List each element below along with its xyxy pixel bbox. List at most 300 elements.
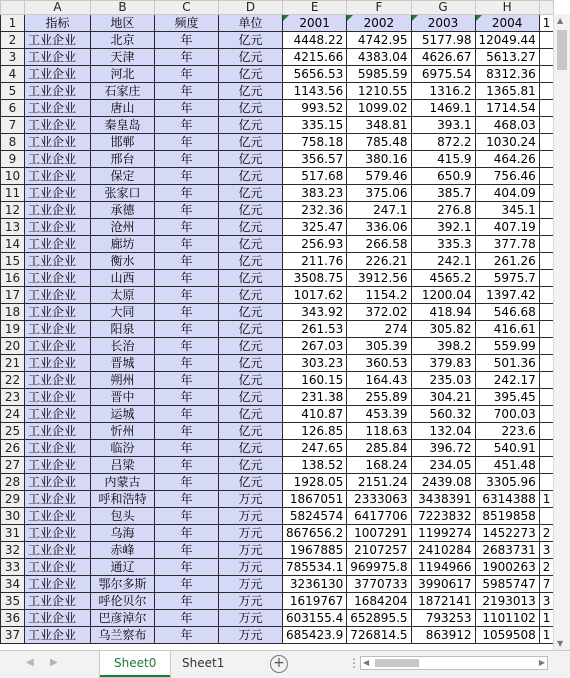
row-header[interactable]: 32 (1, 542, 25, 559)
value-cell[interactable]: 1194966 (411, 559, 475, 576)
frequency-cell[interactable]: 年 (155, 491, 219, 508)
indicator-cell[interactable]: 工业企业 (25, 610, 91, 627)
value-cell[interactable]: 242.17 (475, 372, 539, 389)
edge-cell[interactable] (539, 474, 554, 491)
frequency-cell[interactable]: 年 (155, 253, 219, 270)
value-cell[interactable]: 418.94 (411, 304, 475, 321)
frequency-cell[interactable]: 年 (155, 457, 219, 474)
value-cell[interactable]: 5656.53 (283, 66, 347, 83)
region-cell[interactable]: 河北 (91, 66, 155, 83)
value-cell[interactable]: 231.38 (283, 389, 347, 406)
indicator-cell[interactable]: 工业企业 (25, 440, 91, 457)
row-header[interactable]: 5 (1, 83, 25, 100)
unit-cell[interactable]: 亿元 (219, 372, 283, 389)
edge-cell[interactable]: 3 (539, 593, 554, 610)
horizontal-scrollbar[interactable] (360, 656, 548, 670)
value-cell[interactable]: 345.1 (475, 202, 539, 219)
row-header[interactable]: 37 (1, 627, 25, 644)
value-cell[interactable]: 650.9 (411, 168, 475, 185)
row-header[interactable]: 36 (1, 610, 25, 627)
value-cell[interactable]: 451.48 (475, 457, 539, 474)
region-cell[interactable]: 保定 (91, 168, 155, 185)
value-cell[interactable]: 266.58 (347, 236, 411, 253)
edge-cell[interactable] (539, 253, 554, 270)
value-cell[interactable]: 5985747 (475, 576, 539, 593)
value-cell[interactable]: 603155.4 (283, 610, 347, 627)
value-cell[interactable]: 1101102 (475, 610, 539, 627)
frequency-cell[interactable]: 年 (155, 134, 219, 151)
value-cell[interactable]: 126.85 (283, 423, 347, 440)
indicator-cell[interactable]: 工业企业 (25, 83, 91, 100)
value-cell[interactable]: 234.05 (411, 457, 475, 474)
edge-cell[interactable] (539, 168, 554, 185)
indicator-cell[interactable]: 工业企业 (25, 219, 91, 236)
frequency-cell[interactable]: 年 (155, 151, 219, 168)
value-cell[interactable]: 560.32 (411, 406, 475, 423)
value-cell[interactable]: 285.84 (347, 440, 411, 457)
header-cell[interactable]: 单位 (219, 15, 283, 32)
unit-cell[interactable]: 万元 (219, 576, 283, 593)
region-cell[interactable]: 呼伦贝尔 (91, 593, 155, 610)
frequency-cell[interactable]: 年 (155, 219, 219, 236)
indicator-cell[interactable]: 工业企业 (25, 627, 91, 644)
value-cell[interactable]: 168.24 (347, 457, 411, 474)
region-cell[interactable]: 运城 (91, 406, 155, 423)
indicator-cell[interactable]: 工业企业 (25, 117, 91, 134)
row-header[interactable]: 6 (1, 100, 25, 117)
edge-cell[interactable]: 1 (539, 15, 554, 32)
unit-cell[interactable]: 亿元 (219, 117, 283, 134)
edge-cell[interactable] (539, 185, 554, 202)
row-header[interactable]: 19 (1, 321, 25, 338)
vertical-scrollbar[interactable] (553, 14, 570, 650)
indicator-cell[interactable]: 工业企业 (25, 185, 91, 202)
value-cell[interactable]: 546.68 (475, 304, 539, 321)
indicator-cell[interactable]: 工业企业 (25, 525, 91, 542)
edge-cell[interactable]: 2 (539, 525, 554, 542)
row-header[interactable]: 3 (1, 49, 25, 66)
row-header[interactable]: 28 (1, 474, 25, 491)
value-cell[interactable]: 6417706 (347, 508, 411, 525)
value-cell[interactable]: 223.6 (475, 423, 539, 440)
column-header-c[interactable]: C (155, 1, 219, 15)
value-cell[interactable]: 4742.95 (347, 32, 411, 49)
value-cell[interactable]: 261.53 (283, 321, 347, 338)
row-header[interactable]: 33 (1, 559, 25, 576)
unit-cell[interactable]: 亿元 (219, 134, 283, 151)
value-cell[interactable]: 464.26 (475, 151, 539, 168)
value-cell[interactable]: 1030.24 (475, 134, 539, 151)
value-cell[interactable]: 872.2 (411, 134, 475, 151)
column-header-b[interactable]: B (91, 1, 155, 15)
edge-cell[interactable] (539, 423, 554, 440)
indicator-cell[interactable]: 工业企业 (25, 576, 91, 593)
row-header[interactable]: 13 (1, 219, 25, 236)
unit-cell[interactable]: 亿元 (219, 474, 283, 491)
unit-cell[interactable]: 亿元 (219, 168, 283, 185)
row-header[interactable]: 18 (1, 304, 25, 321)
row-header[interactable]: 15 (1, 253, 25, 270)
edge-cell[interactable]: 1 (539, 627, 554, 644)
next-sheet-icon[interactable]: ▶ (50, 657, 58, 668)
unit-cell[interactable]: 万元 (219, 508, 283, 525)
unit-cell[interactable]: 亿元 (219, 321, 283, 338)
value-cell[interactable]: 377.78 (475, 236, 539, 253)
frequency-cell[interactable]: 年 (155, 610, 219, 627)
edge-cell[interactable] (539, 219, 554, 236)
frequency-cell[interactable]: 年 (155, 542, 219, 559)
value-cell[interactable]: 398.2 (411, 338, 475, 355)
row-header[interactable]: 11 (1, 185, 25, 202)
unit-cell[interactable]: 亿元 (219, 100, 283, 117)
unit-cell[interactable]: 亿元 (219, 219, 283, 236)
edge-cell[interactable]: 7 (539, 576, 554, 593)
edge-cell[interactable] (539, 100, 554, 117)
unit-cell[interactable]: 万元 (219, 593, 283, 610)
edge-cell[interactable] (539, 49, 554, 66)
value-cell[interactable]: 559.99 (475, 338, 539, 355)
value-cell[interactable]: 758.18 (283, 134, 347, 151)
value-cell[interactable]: 1365.81 (475, 83, 539, 100)
frequency-cell[interactable]: 年 (155, 355, 219, 372)
edge-cell[interactable] (539, 321, 554, 338)
value-cell[interactable]: 793253 (411, 610, 475, 627)
frequency-cell[interactable]: 年 (155, 508, 219, 525)
unit-cell[interactable]: 万元 (219, 559, 283, 576)
value-cell[interactable]: 1452273 (475, 525, 539, 542)
region-cell[interactable]: 吕梁 (91, 457, 155, 474)
value-cell[interactable]: 305.82 (411, 321, 475, 338)
value-cell[interactable]: 2151.24 (347, 474, 411, 491)
indicator-cell[interactable]: 工业企业 (25, 151, 91, 168)
value-cell[interactable]: 2193013 (475, 593, 539, 610)
value-cell[interactable]: 1316.2 (411, 83, 475, 100)
value-cell[interactable]: 1900263 (475, 559, 539, 576)
value-cell[interactable]: 1967885 (283, 542, 347, 559)
value-cell[interactable]: 383.23 (283, 185, 347, 202)
edge-cell[interactable] (539, 372, 554, 389)
region-cell[interactable]: 石家庄 (91, 83, 155, 100)
indicator-cell[interactable]: 工业企业 (25, 491, 91, 508)
indicator-cell[interactable]: 工业企业 (25, 236, 91, 253)
value-cell[interactable]: 1469.1 (411, 100, 475, 117)
indicator-cell[interactable]: 工业企业 (25, 32, 91, 49)
row-header[interactable]: 34 (1, 576, 25, 593)
value-cell[interactable]: 5177.98 (411, 32, 475, 49)
indicator-cell[interactable]: 工业企业 (25, 423, 91, 440)
region-cell[interactable]: 廊坊 (91, 236, 155, 253)
unit-cell[interactable]: 亿元 (219, 423, 283, 440)
value-cell[interactable]: 4383.04 (347, 49, 411, 66)
indicator-cell[interactable]: 工业企业 (25, 559, 91, 576)
frequency-cell[interactable]: 年 (155, 406, 219, 423)
row-header[interactable]: 27 (1, 457, 25, 474)
frequency-cell[interactable]: 年 (155, 66, 219, 83)
indicator-cell[interactable]: 工业企业 (25, 287, 91, 304)
edge-cell[interactable] (539, 270, 554, 287)
row-header[interactable]: 14 (1, 236, 25, 253)
value-cell[interactable]: 392.1 (411, 219, 475, 236)
value-cell[interactable]: 1872141 (411, 593, 475, 610)
value-cell[interactable]: 348.81 (347, 117, 411, 134)
row-header[interactable]: 16 (1, 270, 25, 287)
indicator-cell[interactable]: 工业企业 (25, 474, 91, 491)
indicator-cell[interactable]: 工业企业 (25, 304, 91, 321)
unit-cell[interactable]: 亿元 (219, 66, 283, 83)
unit-cell[interactable]: 万元 (219, 525, 283, 542)
value-cell[interactable]: 652895.5 (347, 610, 411, 627)
unit-cell[interactable]: 万元 (219, 610, 283, 627)
region-cell[interactable]: 天津 (91, 49, 155, 66)
frequency-cell[interactable]: 年 (155, 321, 219, 338)
region-cell[interactable]: 通辽 (91, 559, 155, 576)
value-cell[interactable]: 468.03 (475, 117, 539, 134)
value-cell[interactable]: 1199274 (411, 525, 475, 542)
value-cell[interactable]: 232.36 (283, 202, 347, 219)
indicator-cell[interactable]: 工业企业 (25, 253, 91, 270)
indicator-cell[interactable]: 工业企业 (25, 338, 91, 355)
indicator-cell[interactable]: 工业企业 (25, 406, 91, 423)
value-cell[interactable]: 1867051 (283, 491, 347, 508)
value-cell[interactable]: 410.87 (283, 406, 347, 423)
value-cell[interactable]: 132.04 (411, 423, 475, 440)
unit-cell[interactable]: 亿元 (219, 355, 283, 372)
value-cell[interactable]: 1017.62 (283, 287, 347, 304)
row-header[interactable]: 31 (1, 525, 25, 542)
value-cell[interactable]: 276.8 (411, 202, 475, 219)
region-cell[interactable]: 衡水 (91, 253, 155, 270)
value-cell[interactable]: 863912 (411, 627, 475, 644)
row-header[interactable]: 21 (1, 355, 25, 372)
value-cell[interactable]: 1200.04 (411, 287, 475, 304)
indicator-cell[interactable]: 工业企业 (25, 49, 91, 66)
value-cell[interactable]: 700.03 (475, 406, 539, 423)
horizontal-scroll-thumb[interactable] (375, 659, 419, 667)
region-cell[interactable]: 鄂尔多斯 (91, 576, 155, 593)
unit-cell[interactable]: 亿元 (219, 185, 283, 202)
value-cell[interactable]: 164.43 (347, 372, 411, 389)
value-cell[interactable]: 256.93 (283, 236, 347, 253)
value-cell[interactable]: 360.53 (347, 355, 411, 372)
indicator-cell[interactable]: 工业企业 (25, 134, 91, 151)
unit-cell[interactable]: 亿元 (219, 253, 283, 270)
value-cell[interactable]: 375.06 (347, 185, 411, 202)
region-cell[interactable]: 张家口 (91, 185, 155, 202)
row-header[interactable]: 23 (1, 389, 25, 406)
region-cell[interactable]: 晋城 (91, 355, 155, 372)
value-cell[interactable]: 756.46 (475, 168, 539, 185)
value-cell[interactable]: 3305.96 (475, 474, 539, 491)
indicator-cell[interactable]: 工业企业 (25, 168, 91, 185)
region-cell[interactable]: 乌海 (91, 525, 155, 542)
value-cell[interactable]: 380.16 (347, 151, 411, 168)
year-header-cell[interactable] (283, 15, 347, 32)
column-header-d[interactable]: D (219, 1, 283, 15)
edge-cell[interactable]: 1 (539, 610, 554, 627)
frequency-cell[interactable]: 年 (155, 49, 219, 66)
unit-cell[interactable]: 亿元 (219, 304, 283, 321)
unit-cell[interactable]: 亿元 (219, 338, 283, 355)
edge-cell[interactable] (539, 151, 554, 168)
indicator-cell[interactable]: 工业企业 (25, 321, 91, 338)
frequency-cell[interactable]: 年 (155, 338, 219, 355)
edge-cell[interactable] (539, 440, 554, 457)
value-cell[interactable]: 2333063 (347, 491, 411, 508)
tab-sheet1[interactable]: Sheet1 (182, 656, 225, 670)
value-cell[interactable]: 356.57 (283, 151, 347, 168)
frequency-cell[interactable]: 年 (155, 168, 219, 185)
frequency-cell[interactable]: 年 (155, 83, 219, 100)
indicator-cell[interactable]: 工业企业 (25, 66, 91, 83)
column-header-h[interactable]: H (475, 1, 539, 15)
indicator-cell[interactable]: 工业企业 (25, 202, 91, 219)
region-cell[interactable]: 山西 (91, 270, 155, 287)
value-cell[interactable]: 118.63 (347, 423, 411, 440)
value-cell[interactable]: 12049.44 (475, 32, 539, 49)
value-cell[interactable]: 3236130 (283, 576, 347, 593)
edge-cell[interactable] (539, 83, 554, 100)
value-cell[interactable]: 343.92 (283, 304, 347, 321)
value-cell[interactable]: 247.65 (283, 440, 347, 457)
indicator-cell[interactable]: 工业企业 (25, 372, 91, 389)
column-header-g[interactable]: G (411, 1, 475, 15)
edge-cell[interactable] (539, 389, 554, 406)
indicator-cell[interactable]: 工业企业 (25, 508, 91, 525)
value-cell[interactable]: 1397.42 (475, 287, 539, 304)
column-header-partial[interactable] (539, 1, 554, 15)
value-cell[interactable]: 305.39 (347, 338, 411, 355)
value-cell[interactable]: 1059508 (475, 627, 539, 644)
prev-sheet-icon[interactable]: ◀ (26, 657, 34, 668)
value-cell[interactable]: 226.21 (347, 253, 411, 270)
row-header[interactable]: 2 (1, 32, 25, 49)
value-cell[interactable]: 404.09 (475, 185, 539, 202)
value-cell[interactable]: 3438391 (411, 491, 475, 508)
region-cell[interactable]: 阳泉 (91, 321, 155, 338)
value-cell[interactable]: 335.15 (283, 117, 347, 134)
value-cell[interactable]: 160.15 (283, 372, 347, 389)
column-header-f[interactable]: F (347, 1, 411, 15)
region-cell[interactable]: 北京 (91, 32, 155, 49)
value-cell[interactable]: 1619767 (283, 593, 347, 610)
value-cell[interactable]: 8312.36 (475, 66, 539, 83)
value-cell[interactable]: 242.1 (411, 253, 475, 270)
frequency-cell[interactable]: 年 (155, 304, 219, 321)
tab-sheet0[interactable]: Sheet0 (100, 651, 170, 677)
unit-cell[interactable]: 亿元 (219, 270, 283, 287)
edge-cell[interactable] (539, 287, 554, 304)
edge-cell[interactable] (539, 66, 554, 83)
frequency-cell[interactable]: 年 (155, 32, 219, 49)
value-cell[interactable]: 453.39 (347, 406, 411, 423)
row-header[interactable]: 22 (1, 372, 25, 389)
edge-cell[interactable] (539, 457, 554, 474)
value-cell[interactable]: 267.03 (283, 338, 347, 355)
value-cell[interactable]: 5824574 (283, 508, 347, 525)
value-cell[interactable]: 3990617 (411, 576, 475, 593)
region-cell[interactable]: 内蒙古 (91, 474, 155, 491)
scroll-left-arrow-icon[interactable]: ◀ (363, 658, 370, 667)
scroll-up-arrow-icon[interactable]: ▲ (557, 16, 564, 25)
edge-cell[interactable] (539, 202, 554, 219)
value-cell[interactable]: 2410284 (411, 542, 475, 559)
region-cell[interactable]: 晋中 (91, 389, 155, 406)
region-cell[interactable]: 巴彦淖尔 (91, 610, 155, 627)
frequency-cell[interactable]: 年 (155, 627, 219, 644)
edge-cell[interactable]: 1 (539, 491, 554, 508)
value-cell[interactable]: 726814.5 (347, 627, 411, 644)
row-header[interactable]: 35 (1, 593, 25, 610)
row-header[interactable]: 12 (1, 202, 25, 219)
frequency-cell[interactable]: 年 (155, 440, 219, 457)
value-cell[interactable]: 325.47 (283, 219, 347, 236)
unit-cell[interactable]: 亿元 (219, 389, 283, 406)
value-cell[interactable]: 7223832 (411, 508, 475, 525)
value-cell[interactable]: 415.9 (411, 151, 475, 168)
value-cell[interactable]: 255.89 (347, 389, 411, 406)
unit-cell[interactable]: 亿元 (219, 151, 283, 168)
value-cell[interactable]: 235.03 (411, 372, 475, 389)
header-cell[interactable]: 地区 (91, 15, 155, 32)
edge-cell[interactable] (539, 32, 554, 49)
value-cell[interactable]: 501.36 (475, 355, 539, 372)
year-header-cell[interactable] (347, 15, 411, 32)
region-cell[interactable]: 沧州 (91, 219, 155, 236)
value-cell[interactable]: 3770733 (347, 576, 411, 593)
edge-cell[interactable] (539, 406, 554, 423)
value-cell[interactable]: 303.23 (283, 355, 347, 372)
value-cell[interactable]: 1143.56 (283, 83, 347, 100)
frequency-cell[interactable]: 年 (155, 372, 219, 389)
indicator-cell[interactable]: 工业企业 (25, 100, 91, 117)
row-header[interactable]: 8 (1, 134, 25, 151)
frequency-cell[interactable]: 年 (155, 185, 219, 202)
frequency-cell[interactable]: 年 (155, 593, 219, 610)
frequency-cell[interactable]: 年 (155, 525, 219, 542)
value-cell[interactable]: 4565.2 (411, 270, 475, 287)
value-cell[interactable]: 396.72 (411, 440, 475, 457)
frequency-cell[interactable]: 年 (155, 423, 219, 440)
value-cell[interactable]: 2683731 (475, 542, 539, 559)
edge-cell[interactable] (539, 134, 554, 151)
value-cell[interactable]: 993.52 (283, 100, 347, 117)
indicator-cell[interactable]: 工业企业 (25, 355, 91, 372)
edge-cell[interactable] (539, 508, 554, 525)
value-cell[interactable]: 416.61 (475, 321, 539, 338)
indicator-cell[interactable]: 工业企业 (25, 593, 91, 610)
value-cell[interactable]: 3508.75 (283, 270, 347, 287)
scroll-down-arrow-icon[interactable]: ▼ (557, 639, 564, 648)
value-cell[interactable]: 867656.2 (283, 525, 347, 542)
vertical-scroll-thumb[interactable] (557, 30, 567, 70)
edge-cell[interactable] (539, 236, 554, 253)
value-cell[interactable]: 685423.9 (283, 627, 347, 644)
indicator-cell[interactable]: 工业企业 (25, 270, 91, 287)
header-cell[interactable]: 指标 (25, 15, 91, 32)
unit-cell[interactable]: 万元 (219, 542, 283, 559)
row-header[interactable]: 4 (1, 66, 25, 83)
unit-cell[interactable]: 万元 (219, 627, 283, 644)
value-cell[interactable]: 3912.56 (347, 270, 411, 287)
edge-cell[interactable]: 2 (539, 559, 554, 576)
row-header[interactable]: 1 (1, 15, 25, 32)
unit-cell[interactable]: 万元 (219, 491, 283, 508)
region-cell[interactable]: 乌兰察布 (91, 627, 155, 644)
unit-cell[interactable]: 亿元 (219, 202, 283, 219)
value-cell[interactable]: 579.46 (347, 168, 411, 185)
unit-cell[interactable]: 亿元 (219, 406, 283, 423)
header-cell[interactable]: 频度 (155, 15, 219, 32)
